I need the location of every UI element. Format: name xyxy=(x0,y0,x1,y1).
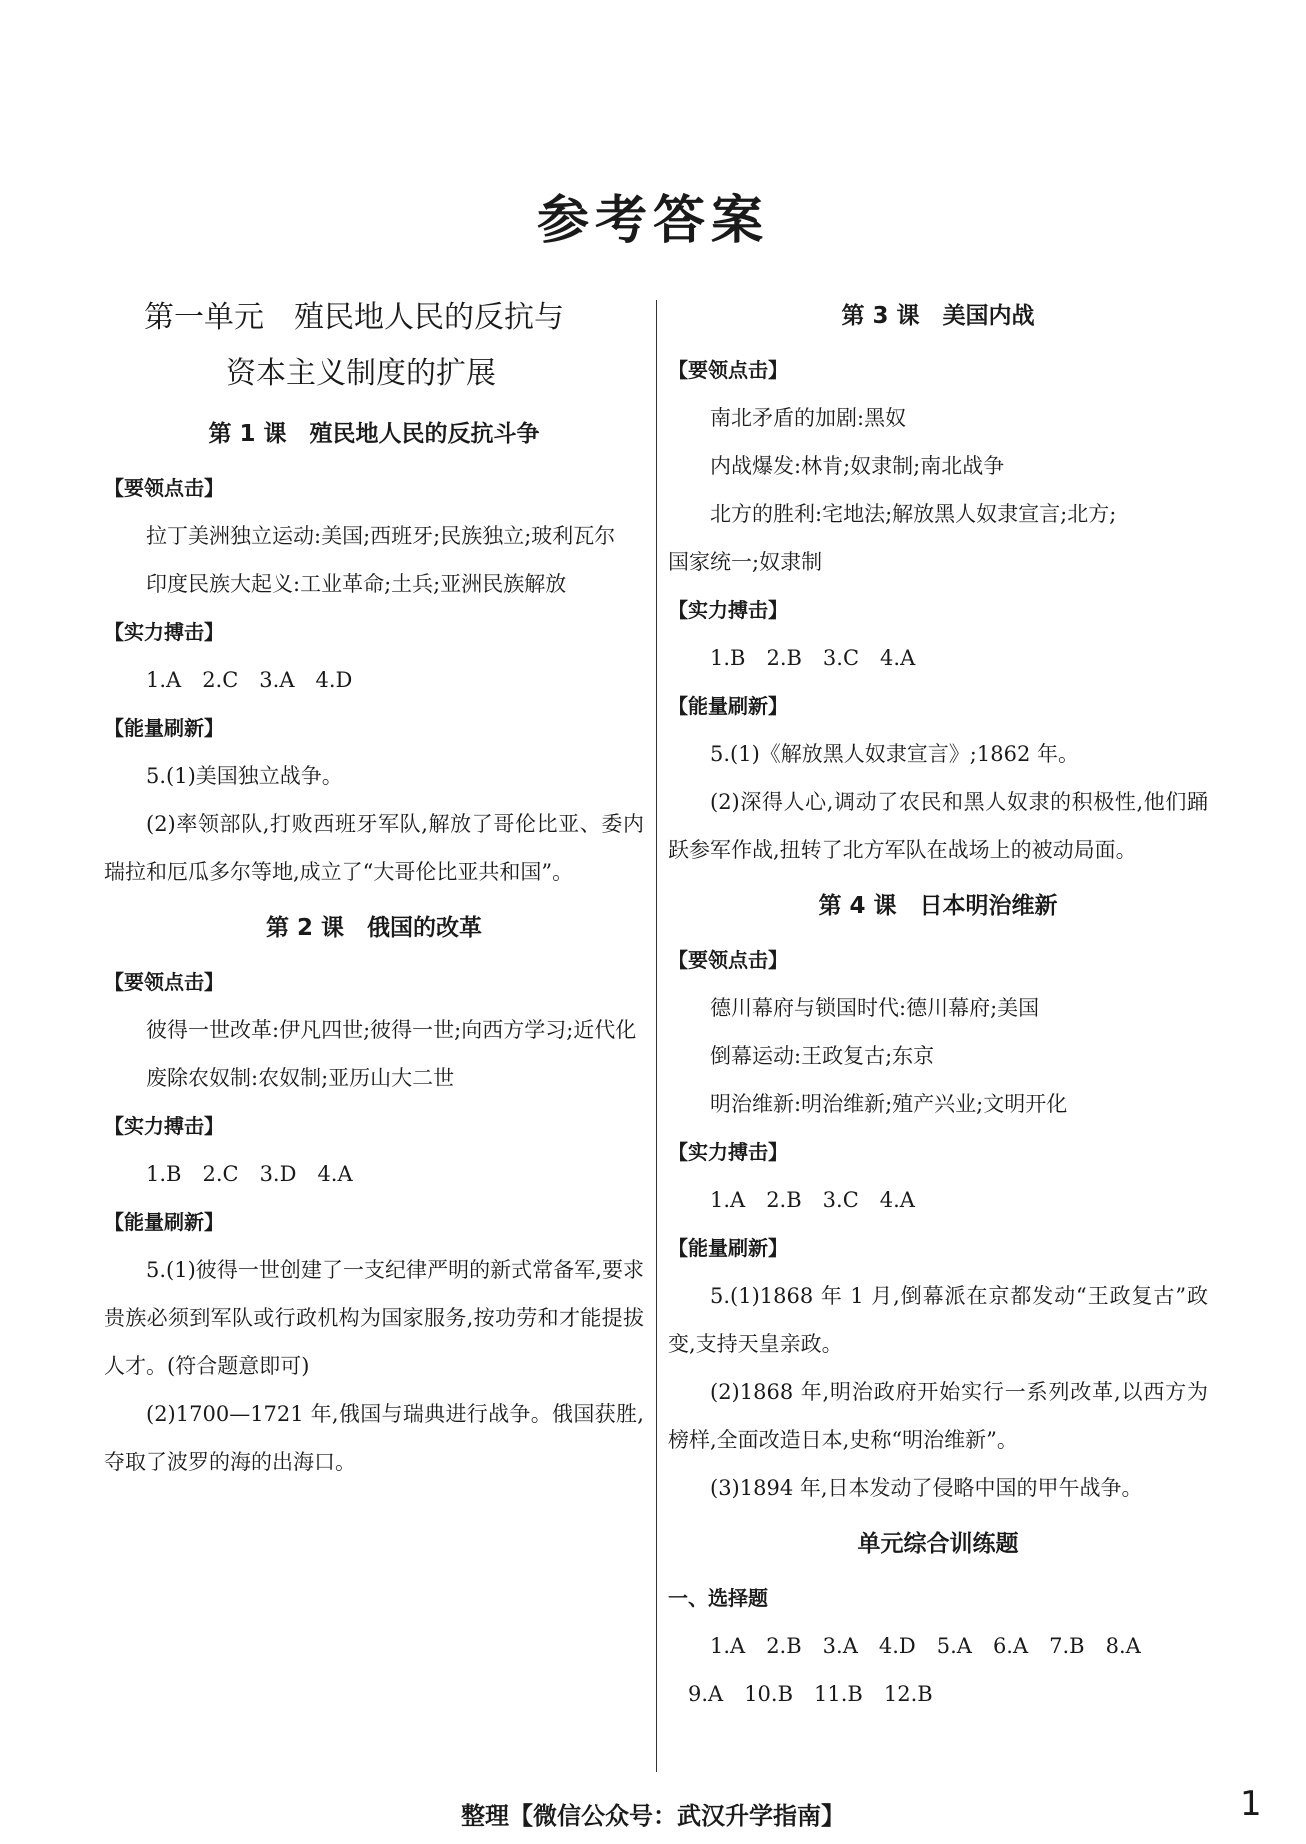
choice-answers: 9.A 10.B 11.B 12.B xyxy=(688,1682,933,1706)
choice-answers: 1.A 2.B 3.C 4.A xyxy=(710,1188,915,1212)
answer-text: (2)深得人心,调动了农民和黑人奴隶的积极性,他们踊跃参军作战,扭转了北方军队在战场上的被动局面。 xyxy=(668,790,1208,862)
section-label: 【实力搏击】 xyxy=(668,1140,788,1164)
right-column xyxy=(668,290,1208,1718)
answer-text: 国家统一;奴隶制 xyxy=(668,550,823,574)
answer-text: 德川幕府与锁国时代:德川幕府;美国 xyxy=(710,996,1040,1020)
section-label: 一、选择题 xyxy=(668,1586,768,1610)
answer-text: 印度民族大起义:工业革命;土兵;亚洲民族解放 xyxy=(146,572,567,596)
unit-review-heading: 单元综合训练题 xyxy=(857,1531,1019,1557)
section-label: 【实力搏击】 xyxy=(668,598,788,622)
answer-text: 拉丁美洲独立运动:美国;西班牙;民族独立;玻利瓦尔 xyxy=(146,524,616,548)
unit-title-line1: 第一单元 殖民地人民的反抗与 xyxy=(144,300,564,335)
lesson-4-heading: 第 4 课 日本明治维新 xyxy=(818,893,1058,919)
lesson-3-heading: 第 3 课 美国内战 xyxy=(841,303,1035,329)
answer-text: 5.(1)彼得一世创建了一支纪律严明的新式常备军,要求贵族必须到军队或行政机构为国家服务,按功劳和才能提拔人才。(符合题意即可) xyxy=(104,1258,644,1378)
answer-text: 南北矛盾的加剧:黑奴 xyxy=(710,406,907,430)
section-label: 【实力搏击】 xyxy=(104,1114,224,1138)
answer-text: 5.(1)美国独立战争。 xyxy=(146,764,343,788)
choice-answers: 1.A 2.C 3.A 4.D xyxy=(146,668,353,692)
answer-text: (3)1894 年,日本发动了侵略中国的甲午战争。 xyxy=(710,1476,1143,1500)
left-column xyxy=(104,290,644,1486)
answer-text: 废除农奴制:农奴制;亚历山大二世 xyxy=(146,1066,455,1090)
answer-text: 彼得一世改革:伊凡四世;彼得一世;向西方学习;近代化 xyxy=(146,1018,637,1042)
choice-answers: 1.A 2.B 3.A 4.D 5.A 6.A 7.B 8.A xyxy=(710,1634,1141,1658)
answer-text: 北方的胜利:宅地法;解放黑人奴隶宣言;北方; xyxy=(710,502,1117,526)
choice-answers: 1.B 2.B 3.C 4.A xyxy=(710,646,916,670)
unit-title xyxy=(104,290,644,402)
section-label: 【要领点击】 xyxy=(104,970,224,994)
section-label: 【能量刷新】 xyxy=(668,1236,788,1260)
section-label: 【实力搏击】 xyxy=(104,620,224,644)
answer-text: (2)1700—1721 年,俄国与瑞典进行战争。俄国获胜,夺取了波罗的海的出海口。 xyxy=(104,1402,644,1474)
column-divider xyxy=(656,300,657,1772)
lesson-1-heading: 第 1 课 殖民地人民的反抗斗争 xyxy=(208,421,540,447)
page-title: 参考答案 xyxy=(536,190,769,251)
page-number: 1 xyxy=(1240,1784,1262,1824)
section-label: 【要领点击】 xyxy=(668,358,788,382)
lesson-2-heading: 第 2 课 俄国的改革 xyxy=(265,915,483,941)
answer-text: 5.(1)《解放黑人奴隶宣言》;1862 年。 xyxy=(710,742,1079,766)
section-label: 【要领点击】 xyxy=(668,948,788,972)
section-label: 【能量刷新】 xyxy=(104,1210,224,1234)
answer-text: 5.(1)1868 年 1 月,倒幕派在京都发动“王政复古”政变,支持天皇亲政。 xyxy=(668,1284,1208,1356)
section-label: 【能量刷新】 xyxy=(104,716,224,740)
answer-text: 明治维新:明治维新;殖产兴业;文明开化 xyxy=(710,1092,1068,1116)
footer-note: 整理【微信公众号：武汉升学指南】 xyxy=(461,1802,845,1830)
answer-text: (2)1868 年,明治政府开始实行一系列改革,以西方为榜样,全面改造日本,史称“明治维新”。 xyxy=(668,1380,1208,1452)
answer-text: 倒幕运动:王政复古;东京 xyxy=(710,1044,935,1068)
choice-answers: 1.B 2.C 3.D 4.A xyxy=(146,1162,353,1186)
answer-text: (2)率领部队,打败西班牙军队,解放了哥伦比亚、委内瑞拉和厄瓜多尔等地,成立了“大哥伦比亚共和国”。 xyxy=(104,812,644,884)
answer-text: 内战爆发:林肯;奴隶制;南北战争 xyxy=(710,454,1005,478)
unit-title-line2: 资本主义制度的扩展 xyxy=(226,356,496,391)
section-label: 【能量刷新】 xyxy=(668,694,788,718)
section-label: 【要领点击】 xyxy=(104,476,224,500)
